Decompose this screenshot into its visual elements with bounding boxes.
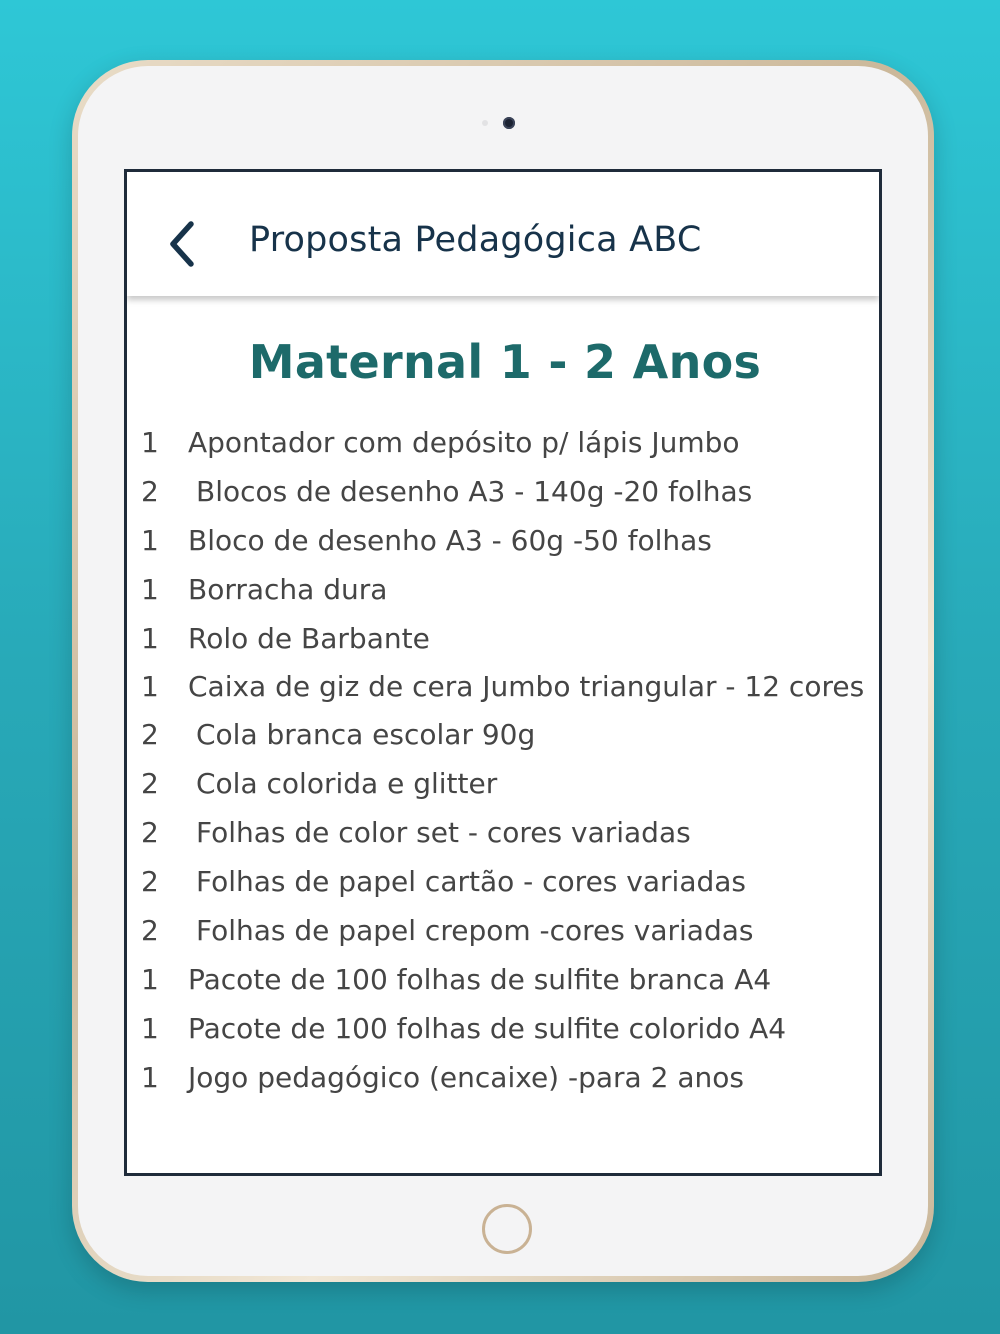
navigation-bar (127, 172, 879, 296)
item-description: Rolo de Barbante (188, 622, 430, 655)
item-description: Bloco de desenho A3 - 60g -50 folhas (188, 524, 712, 557)
list-item (141, 467, 869, 516)
list-item (141, 418, 869, 467)
item-quantity: 2 (141, 865, 159, 898)
list-item (141, 759, 869, 808)
list-item (141, 906, 869, 955)
item-quantity: 2 (141, 767, 159, 800)
list-item (141, 614, 869, 663)
supply-list (141, 418, 869, 1102)
section-title: Maternal 1 - 2 Anos (248, 335, 762, 389)
item-description: Cola colorida e glitter (196, 767, 498, 800)
light-sensor (482, 120, 488, 126)
item-description: Folhas de papel cartão - cores variadas (196, 865, 746, 898)
item-description: Pacote de 100 folhas de sulfite branca A4 (188, 963, 772, 996)
back-button[interactable] (163, 220, 203, 268)
item-description: Apontador com depósito p/ lápis Jumbo (188, 426, 740, 459)
item-description: Pacote de 100 folhas de sulfite colorido A4 (188, 1012, 787, 1045)
item-description: Cola branca escolar 90g (196, 718, 536, 751)
item-quantity: 2 (141, 475, 159, 508)
item-quantity: 1 (141, 573, 159, 606)
item-quantity: 2 (141, 816, 159, 849)
list-item (141, 808, 869, 857)
home-button[interactable] (482, 1204, 532, 1254)
item-quantity: 1 (141, 1061, 159, 1094)
chevron-left-icon (163, 220, 203, 268)
front-camera (503, 117, 515, 129)
item-quantity: 1 (141, 426, 159, 459)
item-description: Blocos de desenho A3 - 140g -20 folhas (196, 475, 753, 508)
item-description: Jogo pedagógico (encaixe) -para 2 anos (188, 1061, 744, 1094)
item-quantity: 1 (141, 524, 159, 557)
item-quantity: 2 (141, 914, 159, 947)
list-item (141, 516, 869, 565)
item-description: Caixa de giz de cera Jumbo triangular - 12 cores (188, 670, 865, 703)
list-item (141, 710, 869, 759)
item-quantity: 1 (141, 622, 159, 655)
page-title: Proposta Pedagógica ABC (249, 220, 702, 260)
list-item (141, 565, 869, 614)
item-quantity: 1 (141, 963, 159, 996)
list-item (141, 663, 869, 710)
app-screen (124, 169, 882, 1176)
item-description: Folhas de papel crepom -cores variadas (196, 914, 754, 947)
item-quantity: 1 (141, 670, 159, 703)
list-item (141, 1053, 869, 1102)
content-area (127, 296, 879, 1173)
list-item (141, 955, 869, 1004)
item-quantity: 2 (141, 718, 159, 751)
list-item (141, 1004, 869, 1053)
item-quantity: 1 (141, 1012, 159, 1045)
item-description: Borracha dura (188, 573, 388, 606)
item-description: Folhas de color set - cores variadas (196, 816, 691, 849)
list-item (141, 857, 869, 906)
